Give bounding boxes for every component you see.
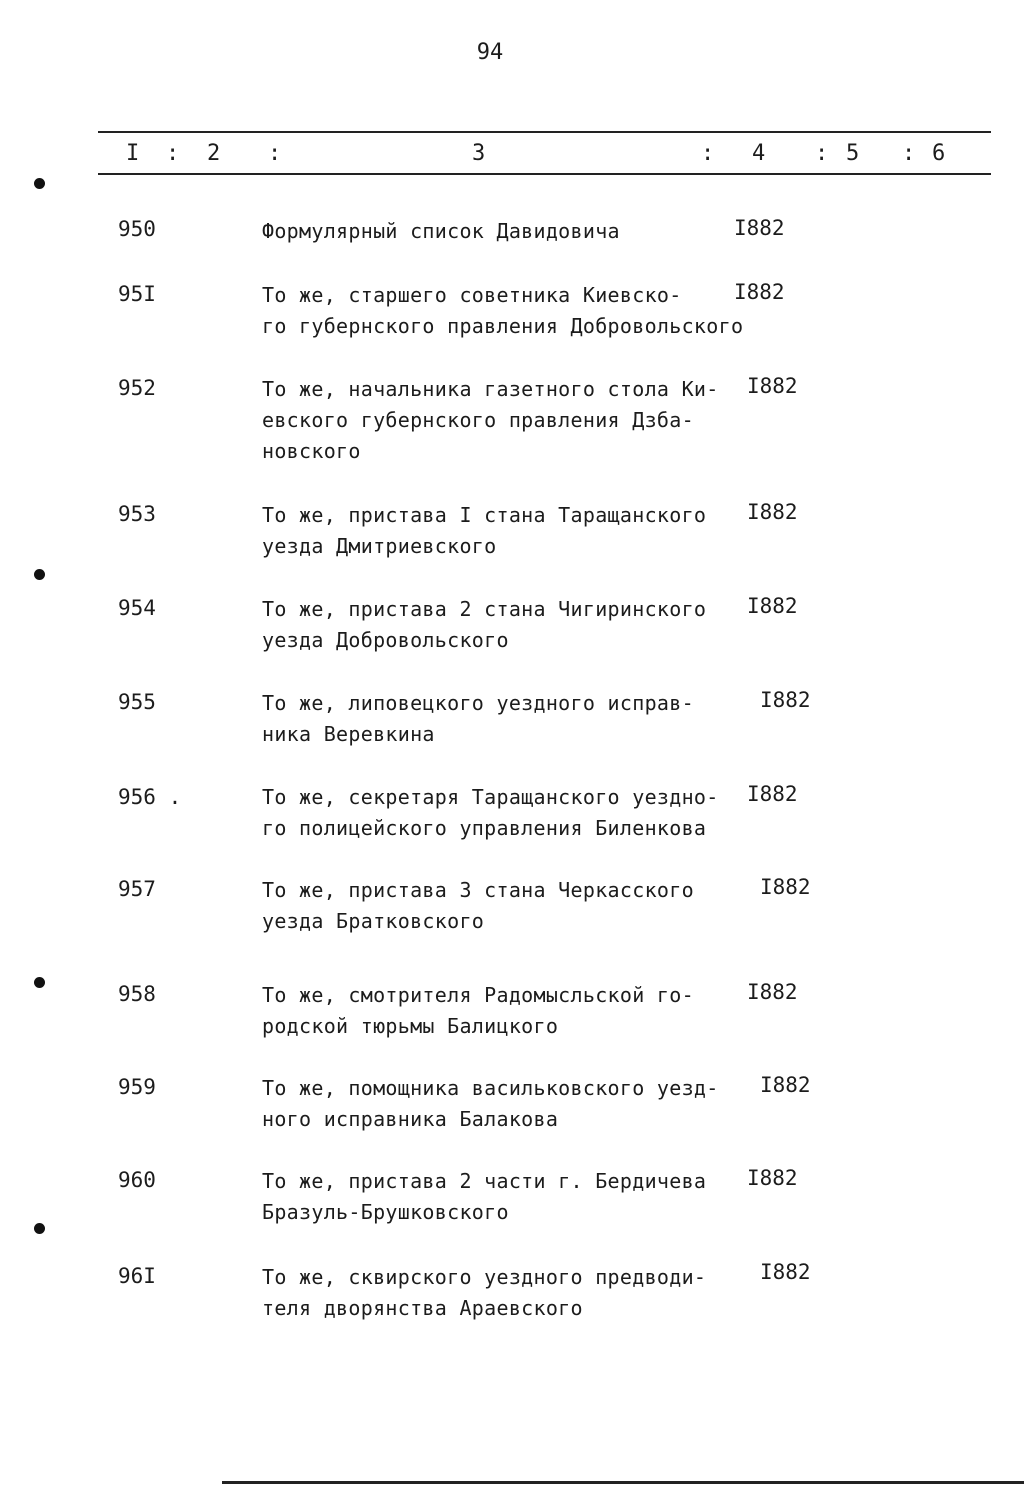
row-number: 96I [118,1264,156,1288]
row-year: I882 [734,216,785,240]
row-description [262,594,742,656]
punch-hole-mark [34,178,45,189]
description-line: То же, сквирского уездного предводи- [262,1265,707,1289]
row-description [262,980,742,1042]
description-line: То же, липовецкого уездного исправ- [262,691,694,715]
description-line: То же, пристава 2 стана Чигиринского [262,597,707,621]
footer-rule [222,1481,1024,1484]
row-year: I882 [760,1073,811,1097]
col-header-4: 4 [752,141,766,166]
punch-hole-mark [34,977,45,988]
col-header-6: 6 [932,141,946,166]
row-description [262,1073,742,1135]
description-line: ника Веревкина [262,722,435,746]
description-line: го губернского правления Добровольского [262,314,744,338]
description-line: уезда Добровольского [262,628,509,652]
description-line: евского губернского правления Дзба- [262,408,694,432]
header-rule-top [98,131,991,133]
col-header-3: 3 [472,141,486,166]
description-line: То же, помощника васильковского уезд- [262,1076,719,1100]
header-rule-bottom [98,173,991,175]
description-line: То же, пристава 3 стана Черкасского [262,878,694,902]
row-number: 960 [118,1168,156,1192]
row-number: 955 [118,690,156,714]
row-number: 950 [118,217,156,241]
description-line: новского [262,439,361,463]
page-number: 94 [476,40,504,65]
col-separator: : [902,141,916,166]
row-year: I882 [760,875,811,899]
col-separator: : [268,141,282,166]
row-number: 953 [118,502,156,526]
row-number: 958 [118,982,156,1006]
punch-hole-mark [34,569,45,580]
row-number: 95I [118,282,156,306]
row-description [262,280,742,342]
col-header-5: 5 [846,141,860,166]
description-line: То же, пристава 2 части г. Бердичева [262,1169,707,1193]
row-number: 957 [118,877,156,901]
description-line: го полицейского управления Биленкова [262,816,707,840]
row-description [262,216,742,247]
row-year: I882 [747,374,798,398]
row-number: 956 . [118,785,182,809]
row-description [262,782,742,844]
description-line: То же, смотрителя Радомысльской го- [262,983,694,1007]
col-separator: : [166,141,180,166]
row-description [262,688,742,750]
row-description [262,374,742,467]
row-year: I882 [747,782,798,806]
description-line: ного исправника Балакова [262,1107,559,1131]
row-year: I882 [734,280,785,304]
description-line: То же, начальника газетного стола Ки- [262,377,719,401]
description-line: родской тюрьмы Балицкого [262,1014,559,1038]
row-year: I882 [760,688,811,712]
description-line: Бразуль-Брушковского [262,1200,509,1224]
col-header-2: 2 [207,141,221,166]
row-number: 959 [118,1075,156,1099]
description-line: То же, секретаря Таращанского уездно- [262,785,719,809]
row-year: I882 [747,500,798,524]
punch-hole-mark [34,1223,45,1234]
row-year: I882 [747,594,798,618]
row-number: 954 [118,596,156,620]
row-description [262,875,742,937]
col-header-1: I [126,141,140,166]
row-year: I882 [747,1166,798,1190]
description-line: То же, старшего советника Киевско- [262,283,682,307]
col-separator: : [815,141,829,166]
description-line: То же, пристава I стана Таращанского [262,503,707,527]
row-description [262,1166,742,1228]
description-line: теля дворянства Араевского [262,1296,583,1320]
col-separator: : [701,141,715,166]
row-year: I882 [760,1260,811,1284]
row-year: I882 [747,980,798,1004]
row-description [262,1262,742,1324]
description-line: уезда Дмитриевского [262,534,497,558]
row-description [262,500,742,562]
description-line: уезда Братковского [262,909,485,933]
row-number: 952 [118,376,156,400]
description-line: Формулярный список Давидовича [262,219,620,243]
